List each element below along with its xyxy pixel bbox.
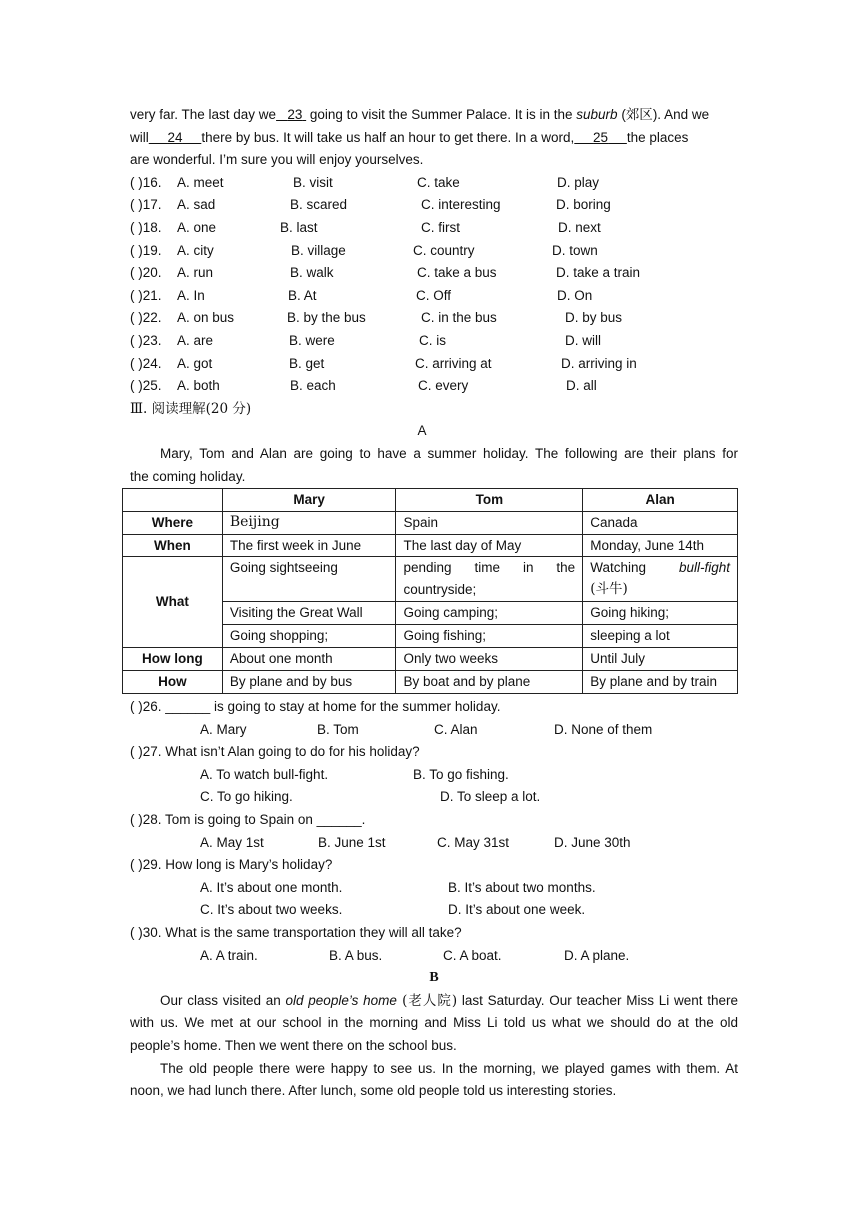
question-options: A. A train. B. A bus. C. A boat. D. A plane. — [200, 947, 630, 963]
tom-what-line-2: countryside; — [403, 582, 477, 598]
table-cell: Spain — [396, 511, 583, 534]
passage-line-3: are wonderful. I’m sure you will enjoy yourselves. — [130, 152, 424, 168]
blank-23: 23 — [287, 107, 303, 122]
part-b-label: B — [429, 970, 439, 986]
question-options: A. Mary B. Tom C. Alan D. None of them — [200, 721, 653, 737]
intro-a-line-2: the coming holiday. — [130, 468, 246, 484]
row-header: How long — [123, 647, 223, 670]
tom-what-line-1: pending time in the — [403, 560, 576, 576]
row-header: How — [123, 670, 223, 693]
passage-b-line-2: with us. We met at our school in the morning and Miss Li told us what we should do at the old — [130, 1015, 738, 1031]
passage-text: very far. The last day we — [130, 107, 277, 122]
blank-24: 24 — [167, 129, 183, 145]
table-cell: Going fishing; — [396, 625, 583, 648]
table-row — [123, 670, 738, 693]
cloze-item: ( )18. A. one B. last C. first D. next — [130, 219, 601, 235]
table-cell: Only two weeks — [396, 647, 583, 670]
cloze-item: ( )17. A. sad B. scared C. interesting D. boring — [130, 197, 611, 213]
table-cell: Until July — [583, 647, 738, 670]
table-cell: sleeping a lot — [583, 625, 738, 648]
passage-b-line-5: noon, we had lunch there. After lunch, some old people told us interesting stories. — [130, 1083, 617, 1099]
table-cell: Going camping; — [396, 602, 583, 625]
table-cell: Canada — [583, 511, 738, 534]
header-cell: Alan — [583, 489, 738, 512]
header-cell: Mary — [222, 489, 396, 512]
table-cell: Going shopping; — [222, 625, 396, 648]
header-cell: Tom — [396, 489, 583, 512]
table-cell: Going hiking; — [583, 602, 738, 625]
cloze-item: ( )16. A. meet B. visit C. take D. play — [130, 174, 600, 190]
table-cell: The first week in June — [222, 534, 396, 557]
question-options: C. To go hiking. D. To sleep a lot. — [200, 789, 541, 805]
suburb-word: suburb — [576, 107, 618, 122]
header-cell — [123, 489, 223, 512]
holiday-plan-table — [122, 488, 738, 694]
alan-what-line-1: Watching bull-fight — [590, 560, 730, 576]
question-stem: ( )29. How long is Mary’s holiday? — [130, 857, 333, 873]
table-cell: Monday, June 14th — [583, 534, 738, 557]
question-stem: ( )28. Tom is going to Spain on ______. — [130, 811, 366, 827]
question-stem: ( )27. What isn’t Alan going to do for his holiday? — [130, 744, 420, 760]
table-cell — [396, 557, 583, 602]
table-row — [123, 557, 738, 602]
table-cell: Visiting the Great Wall — [222, 602, 396, 625]
row-header: What — [123, 557, 223, 648]
cloze-item: ( )20. A. run B. walk C. take a bus D. take a train — [130, 265, 641, 281]
passage-b-line-3: people’s home. Then we went there on the school bus. — [130, 1037, 457, 1053]
table-cell: By boat and by plane — [396, 670, 583, 693]
passage-line-1: very far. The last day we 23 going to visit the Summer Palace. It is in the suburb (郊区). And we — [130, 107, 710, 123]
question-stem: ( )26. ______ is going to stay at home for the summer holiday. — [130, 699, 501, 714]
cloze-item: ( )24. A. got B. get C. arriving at D. arriving in — [130, 355, 637, 371]
table-row — [123, 534, 738, 557]
section-heading: Ⅲ. 阅读理解(20 分) — [130, 400, 252, 417]
table-cell — [583, 557, 738, 602]
questions-section — [130, 696, 738, 1103]
row-header: Where — [123, 511, 223, 534]
question-options: C. It’s about two weeks. D. It’s about one week. — [200, 902, 586, 918]
table-cell: Beijing — [222, 511, 396, 534]
passage-line-2: will 24 there by bus. It will take us half an hour to get there. In a word, 25 the places — [130, 129, 689, 145]
chinese-gloss: 郊区 — [625, 107, 653, 123]
question-options: A. To watch bull-fight. B. To go fishing. — [200, 766, 509, 782]
cloze-item: ( )19. A. city B. village C. country D. town — [130, 242, 598, 258]
table-cell: Going sightseeing — [222, 557, 396, 602]
table-cell: The last day of May — [396, 534, 583, 557]
table-cell: By plane and by bus — [222, 670, 396, 693]
question-options: A. It’s about one month. B. It’s about two months. — [200, 879, 596, 895]
cloze-options — [130, 172, 738, 398]
passage-b-line-4: The old people there were happy to see us. In the morning, we played games with them. At — [160, 1060, 738, 1076]
cloze-item: ( )21. A. In B. At C. Off D. On — [130, 287, 593, 303]
table-header-row — [123, 489, 738, 512]
part-a-label: A — [417, 423, 427, 439]
table-cell: About one month — [222, 647, 396, 670]
page-content — [130, 104, 738, 488]
cloze-item: ( )23. A. are B. were C. is D. will — [130, 332, 601, 348]
question-stem: ( )30. What is the same transportation they will all take? — [130, 924, 462, 940]
table-cell: By plane and by train — [583, 670, 738, 693]
passage-b-line-1: Our class visited an old people’s home (老人院) last Saturday. Our teacher Miss Li went there — [160, 992, 738, 1009]
row-header: When — [123, 534, 223, 557]
question-options: A. May 1st B. June 1st C. May 31st D. June 30th — [200, 834, 631, 850]
passage-text: going to visit the Summer Palace. It is in the — [306, 107, 577, 122]
cloze-item: ( )25. A. both B. each C. every D. all — [130, 378, 597, 394]
alan-what-line-2: (斗牛) — [590, 581, 628, 598]
table-row — [123, 647, 738, 670]
cloze-item: ( )22. A. on bus B. by the bus C. in the bus D. by bus — [130, 310, 623, 326]
blank-25: 25 — [593, 129, 609, 145]
table-row — [123, 511, 738, 534]
intro-a-line-1: Mary, Tom and Alan are going to have a summer holiday. The following are their plans for — [160, 445, 738, 461]
